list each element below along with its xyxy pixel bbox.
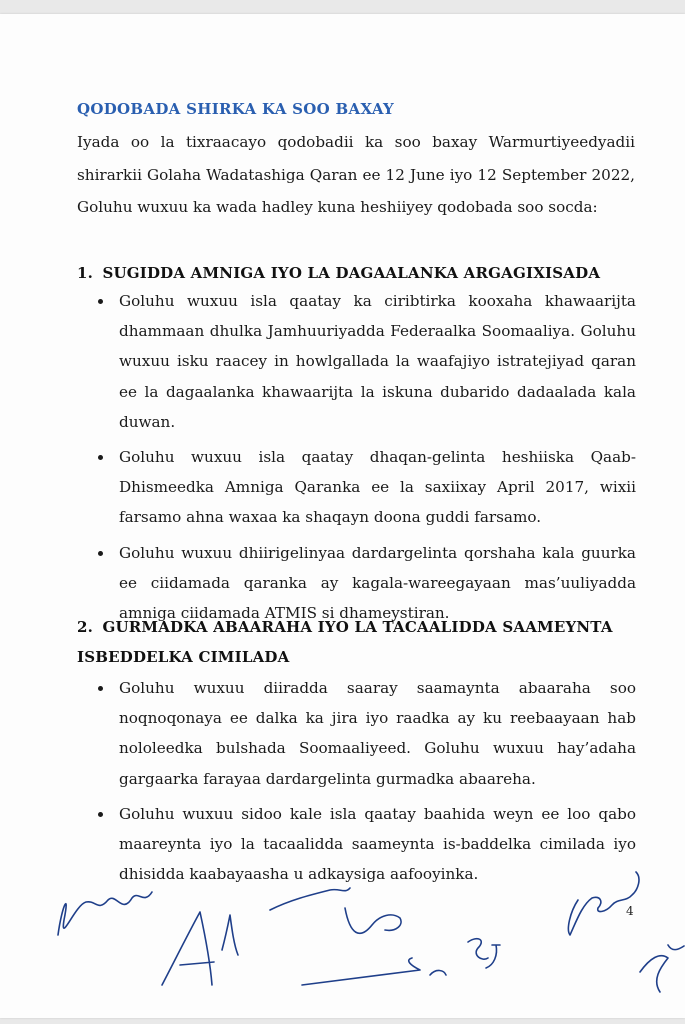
bullet-icon (98, 551, 103, 556)
section-1-title (77, 258, 642, 288)
list-item: Goluhu wuxuu dhiirigelinyaa dardargelinta qorshaha kala guurka ee ciidamada qaranka ay kagala-wareegayaan mas’uuliyadda amniga ciidamada ATMIS si dhameystiran. (98, 538, 636, 629)
bullet-icon (98, 299, 103, 304)
page-number: 4 (626, 904, 634, 918)
intro-paragraph: Iyada oo la tixraacayo qodobadii ka soo baxay Warmurtiyeedyadii shirarkii Golaha Wadatashiga Qaran ee 12 June iyo 12 September 2022, Goluhu wuxuu ka wada hadley kuna heshiiyey qodobada soo socda: (77, 133, 635, 216)
section-2-number: 2. (77, 618, 94, 636)
section-2-title-text: GURMADKA ABAARAHA IYO LA TACAALIDDA SAAMEYNTA ISBEDDELKA CIMILADA (77, 618, 613, 666)
bullet-icon (98, 812, 103, 817)
section-2-title (77, 612, 642, 672)
section-heading: QODOBADA SHIRKA KA SOO BAXAY (77, 100, 395, 118)
section-1-bullets (98, 286, 636, 633)
list-item: Goluhu wuxuu diiradda saaray saamaynta abaaraha soo noqnoqonaya ee dalka ka jira iyo raadka ay ku reebaayaan hab nololeedka bulshada Soomaaliyeed. Goluhu wuxuu hay’adaha gargaarka farayaa dardargelinta gurmadka abaareha. (98, 673, 636, 794)
list-item: Goluhu wuxuu isla qaatay ka ciribtirka kooxaha khawaarijta dhammaan dhulka Jamhuuriyadda Federaalka Soomaaliya. Goluhu wuxuu isku raacey in howlgallada la waafajiyo istratejiyad qaran ee la dagaalanka khawaarijta la iskuna dubarido dadaalada kala duwan. (98, 286, 636, 437)
list-item: Goluhu wuxuu isla qaatay dhaqan-gelinta heshiiska Qaab-Dhismeedka Amniga Qaranka ee la saxiixay April 2017, wixii farsamo ahna waxaa ka shaqayn doona guddi farsamo. (98, 442, 636, 533)
section-1-title-text: SUGIDDA AMNIGA IYO LA DAGAALANKA ARGAGIXISADA (102, 264, 601, 282)
bullet-icon (98, 455, 103, 460)
section-2-bullets (98, 673, 636, 894)
section-1-number: 1. (77, 264, 94, 282)
list-item: Goluhu wuxuu sidoo kale isla qaatay baahida weyn ee loo qabo maareynta iyo la tacaalidda saameynta is-baddelka cimilada iyo dhisidda kaabayaasha u adkaysiga aafooyinka. (98, 799, 636, 890)
bullet-icon (98, 686, 103, 691)
